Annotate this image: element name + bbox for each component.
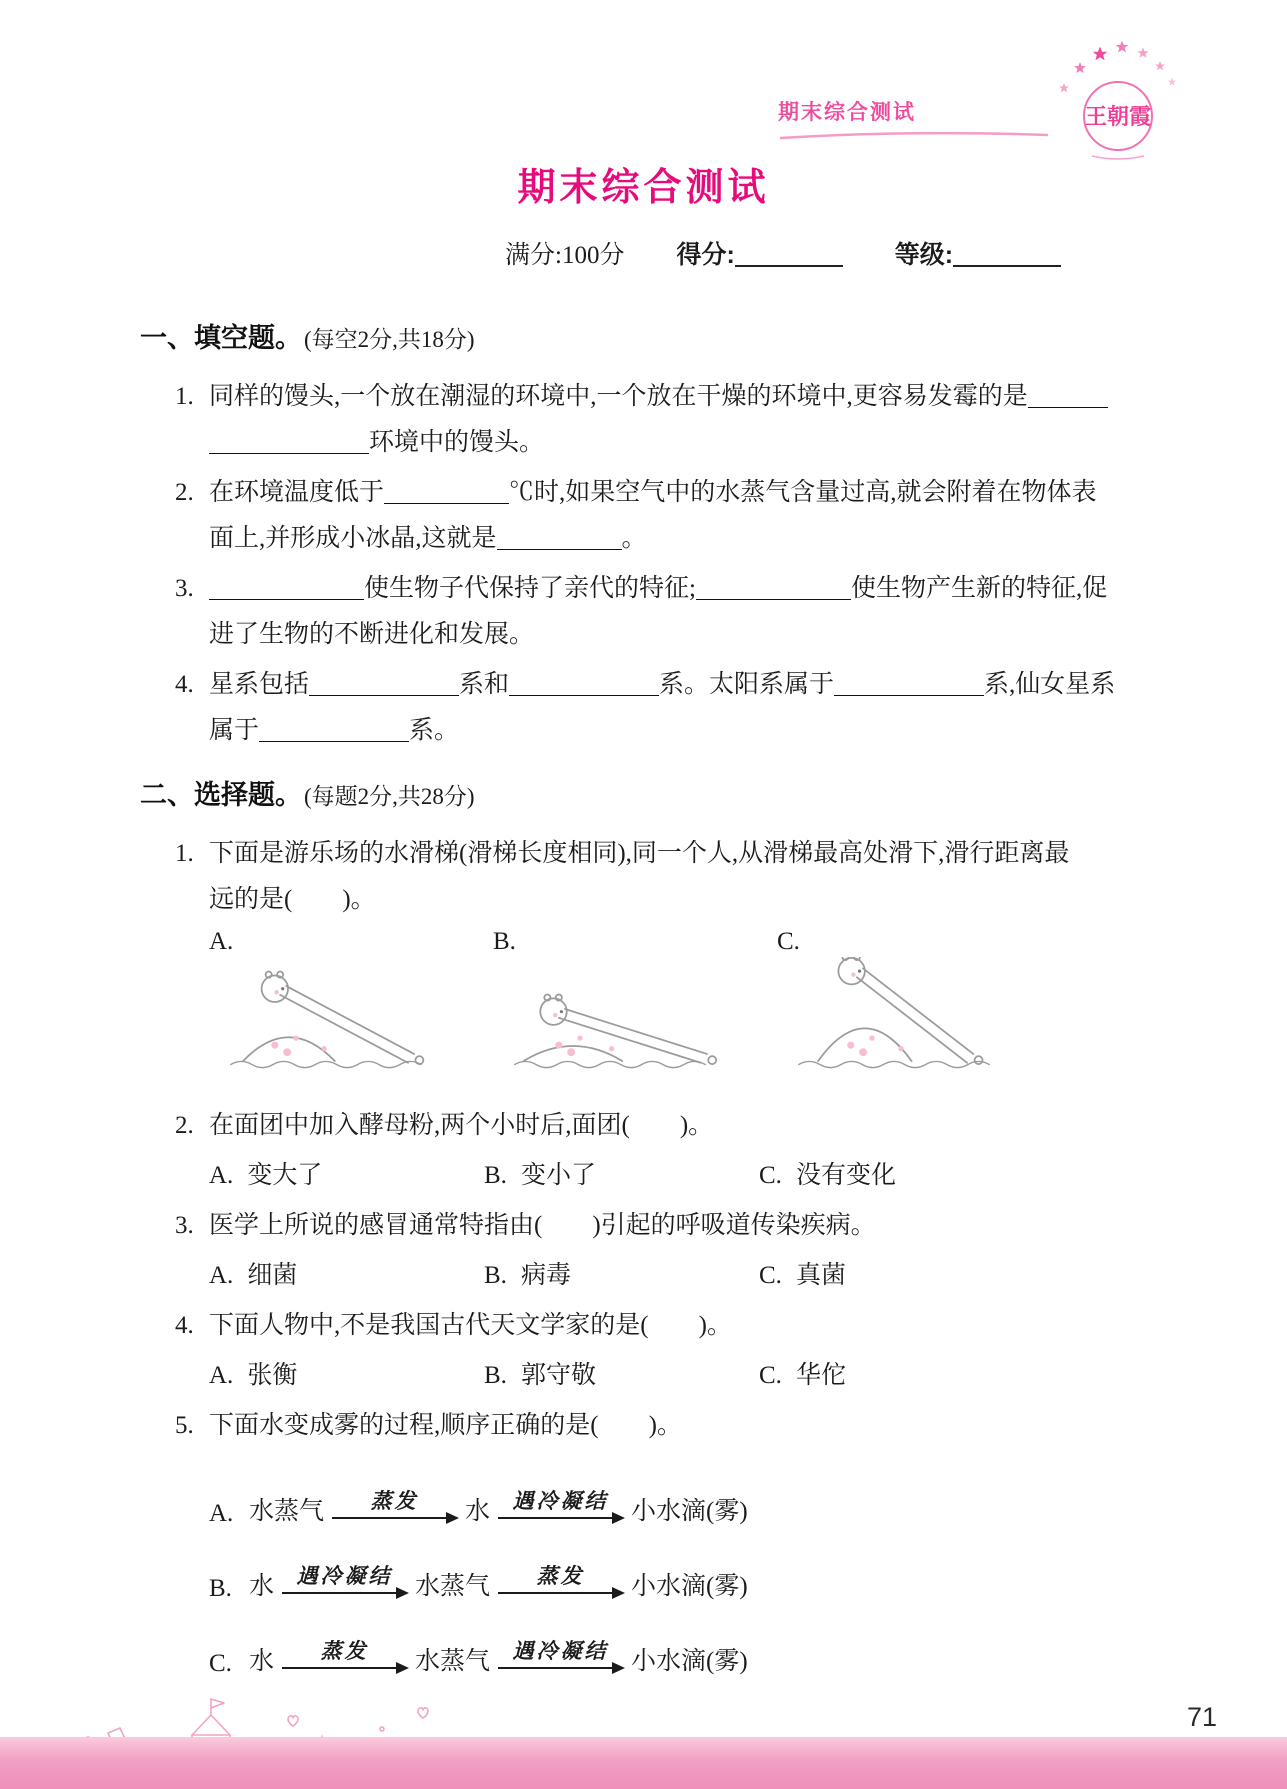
- arrow-right-icon: [498, 1667, 623, 1669]
- answer-options-row: [209, 1253, 1157, 1299]
- question-text: 在环境温度低于 ℃时,如果空气中的水蒸气含量过高,就会附着在物体表 面上,并形成小冰晶,这就是 。: [209, 479, 1097, 552]
- score-label: 得分:: [676, 241, 735, 269]
- option-label: C.: [759, 1362, 782, 1389]
- answer-figure: [493, 927, 777, 1081]
- answer-option: [484, 1153, 759, 1199]
- flow-term: 水蒸气: [415, 1573, 491, 1600]
- arrow-right-icon: [498, 1592, 623, 1594]
- grade-label: 等级:: [894, 241, 954, 269]
- score-line: [505, 235, 1287, 271]
- arrow-label: 遇冷凝结: [512, 1489, 609, 1513]
- option-label: A.: [209, 1162, 234, 1189]
- answer-options-row: [209, 1153, 1157, 1199]
- flow-term: 小水滴(雾): [631, 1573, 748, 1600]
- section-heading: [140, 315, 1157, 366]
- answer-figures-row: [209, 927, 1157, 1081]
- answer-figure: [777, 927, 1061, 1081]
- answer-figure: [209, 927, 493, 1081]
- water-slide-gentle-slope: [511, 957, 723, 1076]
- header-underline-icon: [778, 128, 1050, 142]
- flow-arrow: [332, 1491, 457, 1519]
- fill-blank-question: [175, 470, 1157, 562]
- answer-blank: [834, 672, 984, 696]
- section-heading-title: 二、选择题。: [140, 780, 302, 810]
- section-heading-title: 一、填空题。: [140, 323, 302, 353]
- flow-arrow: [498, 1566, 623, 1594]
- figure-image-wrap: [511, 957, 777, 1081]
- choice-question: [175, 1203, 1157, 1249]
- question-number: 3.: [175, 1212, 194, 1239]
- question-number: 1.: [175, 383, 194, 410]
- answer-blank: [259, 718, 409, 742]
- fill-blank-question: [175, 662, 1157, 754]
- question-number: 5.: [175, 1412, 194, 1439]
- arrow-right-icon: [282, 1592, 407, 1594]
- stamp-brand-text: 王朝霞: [1084, 104, 1152, 129]
- answer-option: [759, 1153, 1034, 1199]
- answer-blank: [497, 526, 622, 550]
- stamp-graphic: [1048, 34, 1188, 162]
- choice-question: [175, 1303, 1157, 1349]
- option-text: 郭守敬: [520, 1362, 596, 1389]
- option-text: 变大了: [247, 1162, 323, 1189]
- flow-term: 水: [465, 1498, 491, 1525]
- question-text: 使生物子代保持了亲代的特征; 使生物产生新的特征,促 进了生物的不断进化和发展。: [209, 575, 1108, 648]
- flow-term: 小水滴(雾): [631, 1498, 748, 1525]
- question-text: 医学上所说的感冒通常特指由( )引起的呼吸道传染疾病。: [209, 1212, 876, 1239]
- section-heading-note: (每题2分,共28分): [304, 784, 475, 809]
- answer-option: [209, 1353, 484, 1399]
- header-corner: [778, 96, 1050, 142]
- answer-blank: [696, 576, 851, 600]
- arrow-label: 遇冷凝结: [296, 1564, 393, 1588]
- section-multiple-choice: [140, 772, 1157, 1678]
- arrow-right-icon: [282, 1667, 407, 1669]
- stamp-stars-icon: [1059, 41, 1176, 92]
- answer-flow-option: [209, 1603, 1157, 1678]
- flow-arrow: [498, 1491, 623, 1519]
- score-blank: [735, 242, 843, 267]
- arrow-label: 蒸发: [370, 1489, 419, 1513]
- option-label: B.: [484, 1262, 507, 1289]
- choice-question: [175, 831, 1157, 923]
- option-label: A.: [209, 1262, 234, 1289]
- question-number: 2.: [175, 1112, 194, 1139]
- answer-flow-option: [209, 1453, 1157, 1528]
- flow-arrow: [282, 1641, 407, 1669]
- answer-blank: [209, 576, 364, 600]
- footer-decoration-band: [0, 1737, 1287, 1789]
- answer-option: [209, 1253, 484, 1299]
- choice-question: [175, 1403, 1157, 1449]
- answer-blank: [1028, 384, 1108, 408]
- arrow-label: 遇冷凝结: [512, 1639, 609, 1663]
- flow-arrow: [498, 1641, 623, 1669]
- answer-blank: [384, 480, 509, 504]
- question-text: 下面人物中,不是我国古代天文学家的是( )。: [209, 1312, 732, 1339]
- question-number: 2.: [175, 479, 194, 506]
- flow-term: 水蒸气: [249, 1498, 325, 1525]
- option-label: C.: [759, 1162, 782, 1189]
- section-heading: [140, 772, 1157, 823]
- water-slide-medium-slope: [227, 957, 439, 1076]
- question-text: 星系包括 系和 系。太阳系属于 系,仙女星系 属于 系。: [209, 671, 1116, 744]
- question-number: 4.: [175, 671, 194, 698]
- answer-blank: [309, 672, 459, 696]
- flow-arrow: [282, 1566, 407, 1594]
- answer-option: [759, 1353, 1034, 1399]
- choice-question: [175, 1103, 1157, 1149]
- question-number: 3.: [175, 575, 194, 602]
- choice-question-list: [140, 831, 1157, 1678]
- page-title: 期末综合测试: [517, 167, 770, 209]
- paper-content: [140, 315, 1157, 1678]
- grade-blank: [953, 242, 1061, 267]
- answer-blank: [509, 672, 659, 696]
- option-label: C.: [759, 1262, 782, 1289]
- option-label: B.: [493, 928, 516, 955]
- option-label: A.: [209, 1362, 234, 1389]
- page-number: 71: [1186, 1702, 1217, 1732]
- header-section-label: 期末综合测试: [778, 101, 916, 124]
- answer-flow-option: [209, 1528, 1157, 1603]
- stamp-motto-squiggle-icon: [1092, 156, 1144, 159]
- answer-options-row: [209, 1353, 1157, 1399]
- option-text: 细菌: [247, 1262, 298, 1289]
- arrow-label: 蒸发: [320, 1639, 369, 1663]
- arrow-label: 蒸发: [536, 1564, 585, 1588]
- fill-blank-question: [175, 374, 1157, 466]
- flow-term: 水: [249, 1573, 275, 1600]
- grade-field: [895, 235, 1061, 271]
- option-label: C.: [209, 1650, 232, 1677]
- option-label: A.: [209, 1500, 234, 1527]
- option-text: 真菌: [795, 1262, 846, 1289]
- flow-term: 水: [249, 1648, 275, 1675]
- figure-image-wrap: [227, 957, 493, 1081]
- full-score-label: 满分:100分: [505, 242, 625, 269]
- answer-option: [759, 1253, 1034, 1299]
- option-text: 张衡: [247, 1362, 298, 1389]
- option-label: C.: [777, 928, 800, 955]
- figure-image-wrap: [795, 957, 1061, 1081]
- answer-blank: [209, 430, 369, 454]
- option-label: A.: [209, 928, 234, 955]
- question-number: 1.: [175, 840, 194, 867]
- fill-blank-question: [175, 566, 1157, 658]
- section-fill-blanks: [140, 315, 1157, 754]
- option-text: 没有变化: [795, 1162, 896, 1189]
- water-slide-steep-slope: [795, 957, 1007, 1076]
- arrow-right-icon: [332, 1517, 457, 1519]
- option-text: 华佗: [795, 1362, 846, 1389]
- publisher-stamp: [1048, 34, 1188, 162]
- answer-option: [484, 1253, 759, 1299]
- score-field: [676, 235, 842, 271]
- option-text: 病毒: [520, 1262, 571, 1289]
- option-label: B.: [209, 1575, 232, 1602]
- answer-option: [484, 1353, 759, 1399]
- question-text: 下面水变成雾的过程,顺序正确的是( )。: [209, 1412, 682, 1439]
- flow-term: 水蒸气: [415, 1648, 491, 1675]
- option-text: 变小了: [520, 1162, 596, 1189]
- answer-option: [209, 1153, 484, 1199]
- option-label: B.: [484, 1362, 507, 1389]
- question-number: 4.: [175, 1312, 194, 1339]
- flow-term: 小水滴(雾): [631, 1648, 748, 1675]
- question-text: 在面团中加入酵母粉,两个小时后,面团( )。: [209, 1112, 714, 1139]
- section-heading-note: (每空2分,共18分): [304, 327, 475, 352]
- arrow-right-icon: [498, 1517, 623, 1519]
- question-text: 同样的馒头,一个放在潮湿的环境中,一个放在干燥的环境中,更容易发霉的是 环境中的馒头。: [209, 374, 1157, 466]
- fill-blank-question-list: [140, 374, 1157, 754]
- option-label: B.: [484, 1162, 507, 1189]
- question-text: 下面是游乐场的水滑梯(滑梯长度相同),同一个人,从滑梯最高处滑下,滑行距离最 远的是( )。: [209, 840, 1070, 913]
